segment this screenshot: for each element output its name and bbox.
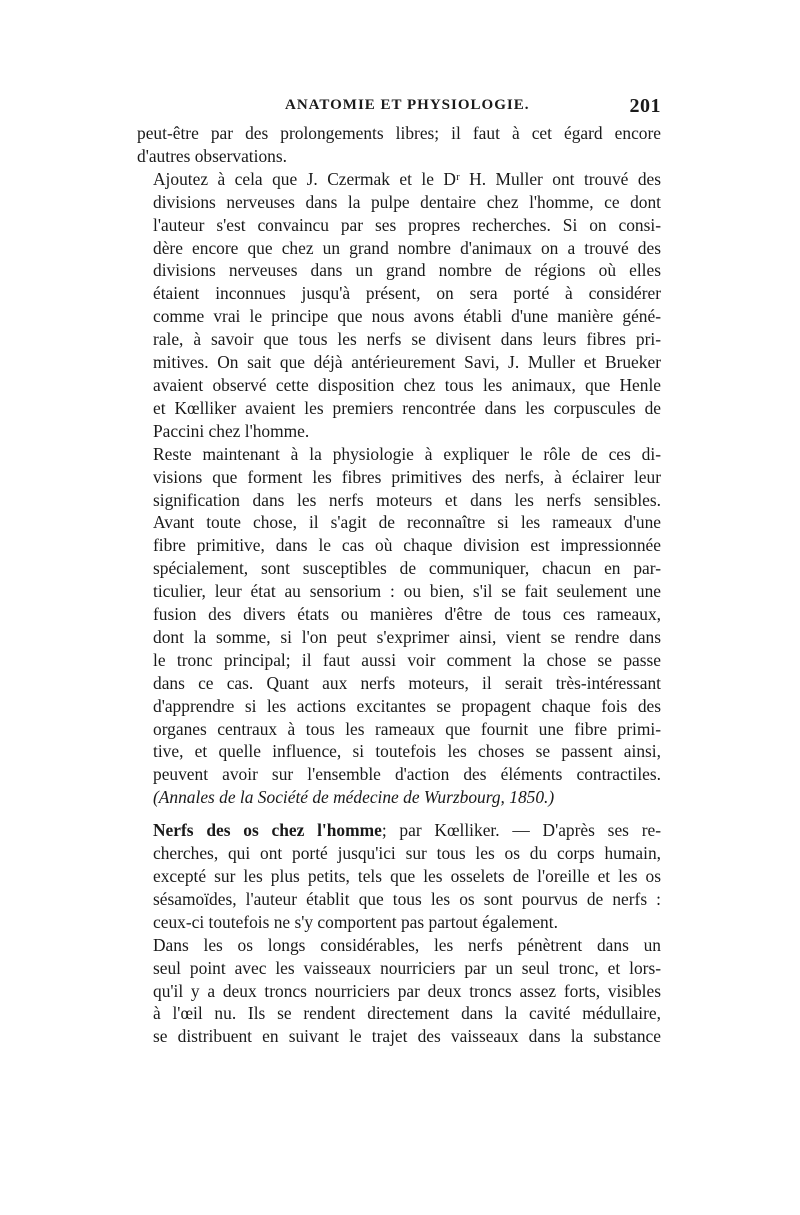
text-line: Dans les os longs considérables, les nerfs pénètrent dans un xyxy=(153,934,661,955)
text-line: Ajoutez à cela que J. Czermak et le Dʳ H. Muller ont trouvé des xyxy=(153,168,661,189)
text-line: peuvent avoir sur l'ensemble d'action des éléments contractiles. xyxy=(153,764,661,785)
text-line: cherches, qui ont porté jusqu'ici sur tous les os du corps humain, xyxy=(153,843,661,864)
text-line: Reste maintenant à la physiologie à expliquer le rôle de ces di- xyxy=(153,443,661,464)
running-title: ANATOMIE ET PHYSIOLOGIE. xyxy=(285,97,530,113)
text-line: peut-être par des prolongements libres; il faut à cet égard encore xyxy=(137,123,661,143)
page-number: 201 xyxy=(629,95,661,117)
text-line: comme vrai le principe que nous avons établi d'une manière géné- xyxy=(153,306,661,327)
text-line: ticulier, leur état au sensorium : ou bien, s'il se fait seulement une xyxy=(153,581,661,602)
section-lead: Nerfs des os chez l'homme xyxy=(153,820,382,841)
page-header xyxy=(137,95,661,121)
text-line: d'apprendre si les actions excitantes se propagent chaque fois des xyxy=(153,695,661,716)
text-line: Avant toute chose, il s'agit de reconnaître si les rameaux d'une xyxy=(153,512,661,533)
text-line: fibre primitive, dans le cas où chaque division est impressionnée xyxy=(153,535,661,556)
text-line: l'auteur s'est convaincu par ses propres recherches. Si on consi- xyxy=(153,214,661,235)
text-line: rale, à savoir que tous les nerfs se divisent dans leurs fibres pri- xyxy=(153,329,661,350)
text-line: d'autres observations. xyxy=(137,145,287,166)
text-line: Paccini chez l'homme. xyxy=(153,420,310,441)
text-line: signification dans les nerfs moteurs et dans les nerfs sensibles. xyxy=(153,489,661,510)
citation: (Annales de la Société de médecine de Wurzbourg, 1850.) xyxy=(153,787,555,808)
text-line: mitives. On sait que déjà antérieurement Savi, J. Muller et Brueker xyxy=(153,352,661,373)
text-line: qu'il y a deux troncs nourriciers par deux troncs assez forts, visibles xyxy=(153,980,661,1001)
text-line: seul point avec les vaisseaux nourriciers par un seul tronc, et lors- xyxy=(153,957,661,978)
body-text xyxy=(137,122,661,1048)
paragraph xyxy=(137,819,661,934)
text-line: avaient observé cette disposition chez tous les animaux, que Henle xyxy=(153,374,661,395)
text-line: et Kœlliker avaient les premiers rencontrée dans les corpuscules de xyxy=(153,397,661,418)
text-line: sésamoïdes, l'auteur établit que tous les os sont pourvus de nerfs : xyxy=(153,888,661,909)
text-line: spécialement, sont susceptibles de communiquer, chacun en par- xyxy=(153,558,661,579)
text-line: organes centraux à tous les rameaux que fournit une fibre primi- xyxy=(153,718,661,739)
book-page xyxy=(137,95,661,1048)
paragraph xyxy=(137,122,661,168)
text-line: dont la somme, si l'on peut s'exprimer ainsi, vient se rendre dans xyxy=(153,626,661,647)
text-line: étaient inconnues jusqu'à présent, on sera porté à considérer xyxy=(153,283,661,304)
text-line: divisions nerveuses dans un grand nombre de régions où elles xyxy=(153,260,661,281)
text-line: visions que forment les fibres primitives des nerfs, à éclairer leur xyxy=(153,466,661,487)
text-line: tive, et quelle influence, si toutefois les choses se passent ainsi, xyxy=(153,741,661,762)
paragraph xyxy=(137,443,661,810)
text-line: dère encore que chez un grand nombre d'animaux on a trouvé des xyxy=(153,237,661,258)
paragraph xyxy=(137,168,661,443)
text-line: se distribuent en suivant le trajet des vaisseaux dans la substance xyxy=(153,1026,661,1047)
text-line: divisions nerveuses dans la pulpe dentaire chez l'homme, ce dont xyxy=(153,191,661,212)
text-line: fusion des divers états ou manières d'être de tous ces rameaux, xyxy=(153,604,661,625)
paragraph xyxy=(137,934,661,1049)
text-line: le tronc principal; il faut aussi voir comment la chose se passe xyxy=(153,649,661,670)
text-line: à l'œil nu. Ils se rendent directement dans la cavité médullaire, xyxy=(153,1003,661,1024)
text-fragment: ; par Kœlliker. — D'après ses re- xyxy=(381,820,661,841)
text-line: ceux-ci toutefois ne s'y comportent pas partout également. xyxy=(153,911,558,932)
text-line xyxy=(137,819,661,842)
text-line: dans ce cas. Quant aux nerfs moteurs, il serait très-intéressant xyxy=(153,672,661,693)
text-line: excepté sur les plus petits, tels que les osselets de l'oreille et les os xyxy=(153,866,661,886)
